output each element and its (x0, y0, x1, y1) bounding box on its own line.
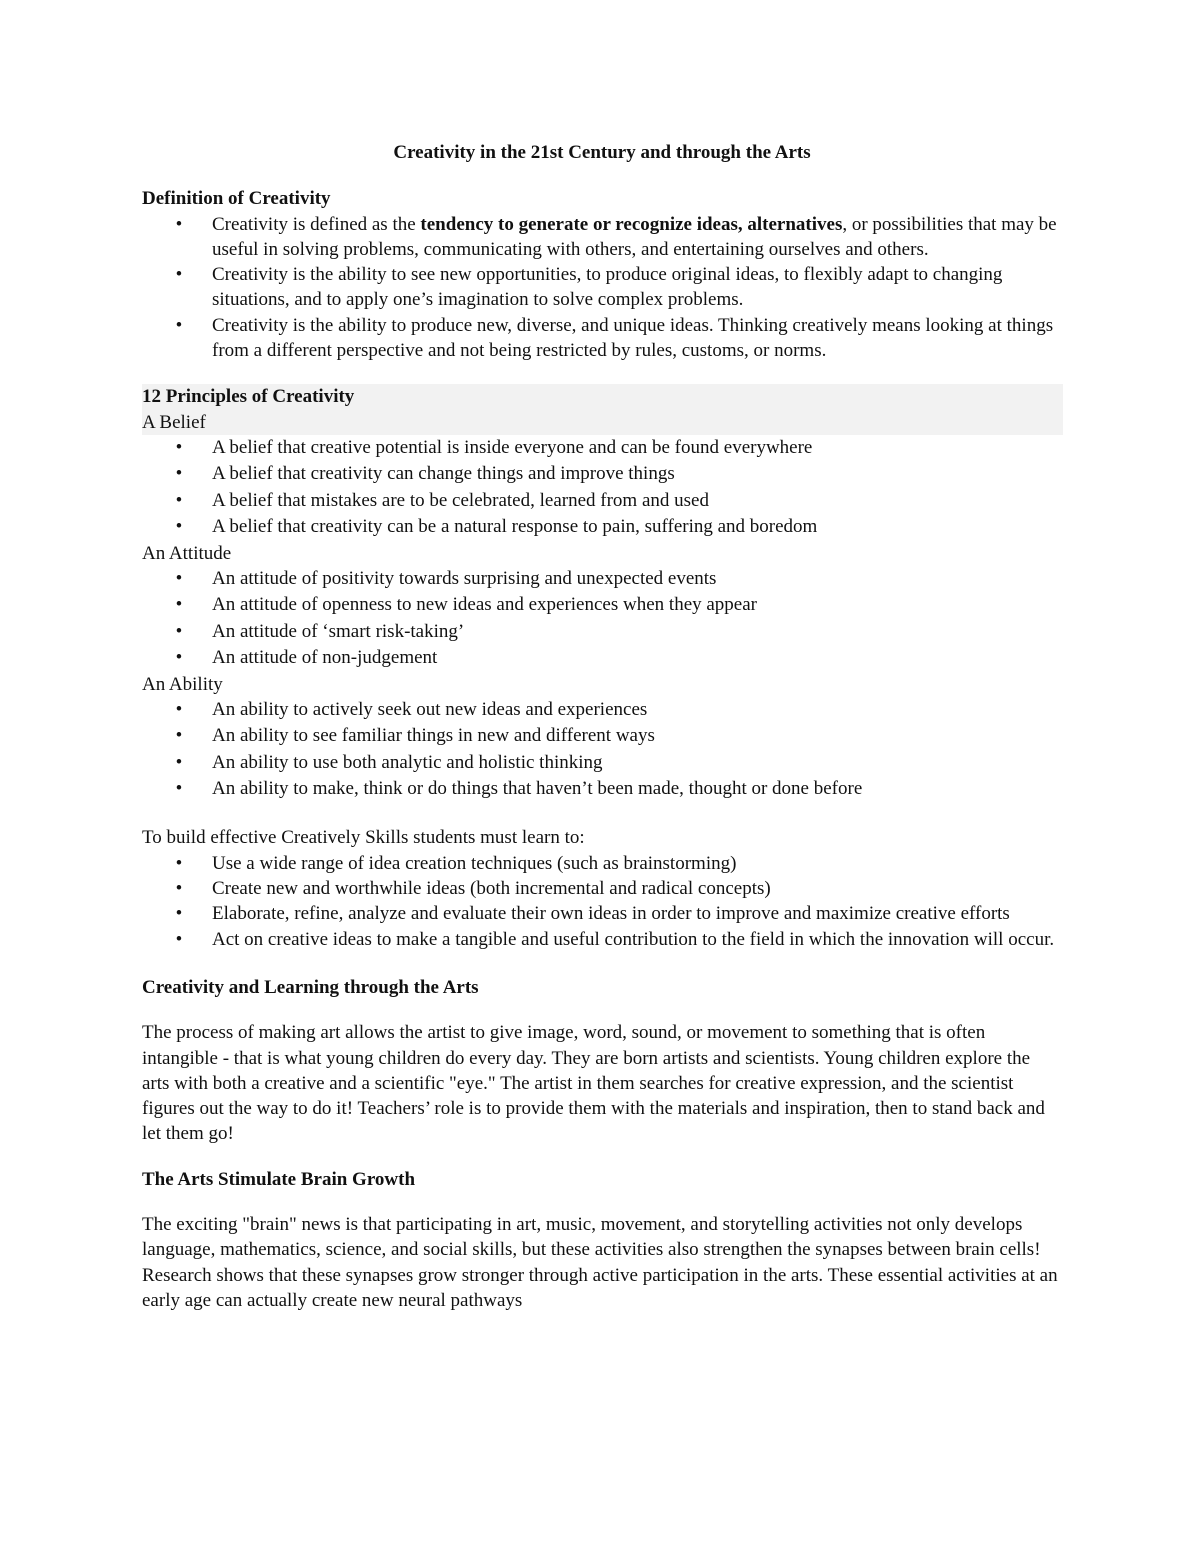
bullet-icon: • (175, 436, 183, 458)
list-item: • Use a wide range of idea creation techniques (such as brainstorming) (142, 851, 1062, 876)
bullet-icon: • (175, 489, 183, 511)
list-item: • A belief that creativity can change things and improve things (142, 461, 1062, 487)
bullet-icon: • (175, 213, 183, 235)
bullet-icon: • (175, 878, 183, 900)
list-item: • Creativity is the ability to produce new, diverse, and unique ideas. Thinking creatively means looking at things from a different perspective and not being restricted by rules, customs, or norms. (142, 313, 1062, 364)
brain-heading: The Arts Stimulate Brain Growth (142, 1168, 416, 1190)
list-item: • An attitude of non-judgement (142, 645, 1062, 671)
list-item: • A belief that creativity can be a natural response to pain, suffering and boredom (142, 514, 1062, 540)
bullet-icon: • (175, 567, 183, 589)
belief-label: A Belief (142, 411, 206, 433)
list-item: • An attitude of openness to new ideas and experiences when they appear (142, 592, 1062, 618)
list-item: • An attitude of ‘smart risk-taking’ (142, 619, 1062, 645)
bullet-icon: • (175, 516, 183, 538)
list-item: • Creativity is defined as the tendency to generate or recognize ideas, alternatives, or possibilities that may be useful in solving problems, communicating with others, and entertaining ourselves and others. (142, 212, 1062, 263)
skills-list (142, 851, 1062, 952)
list-item: • An attitude of positivity towards surprising and unexpected events (142, 566, 1062, 592)
bullet-icon: • (175, 778, 183, 800)
list-item: • Elaborate, refine, analyze and evaluate their own ideas in order to improve and maximize creative efforts (142, 901, 1062, 926)
list-item: • An ability to see familiar things in new and different ways (142, 723, 1062, 749)
principles-heading-block (142, 384, 1063, 435)
ability-list (142, 697, 1062, 803)
learning-paragraph: The process of making art allows the artist to give image, word, sound, or movement to something that is often intangible - that is what young children do every day. They are born artists and scientists. Young children explore the arts with both a creative and a scientific "eye." The artist in them searches for creative expression, and the scientist figures out the way to do it! Teachers’ role is to provide them with the materials and inspiration, then to stand back and let them go! (142, 1022, 1045, 1145)
principles-heading: 12 Principles of Creativity (142, 386, 355, 408)
bullet-icon: • (175, 264, 183, 286)
bold-phrase: tendency to generate or recognize ideas, alternatives (420, 213, 843, 235)
bullet-icon: • (175, 698, 183, 720)
skills-intro: To build effective Creatively Skills students must learn to: (142, 827, 585, 849)
attitude-list (142, 566, 1062, 672)
bullet-icon: • (175, 903, 183, 925)
bullet-icon: • (175, 647, 183, 669)
bullet-icon: • (175, 852, 183, 874)
list-item: • Create new and worthwhile ideas (both incremental and radical concepts) (142, 876, 1062, 901)
learning-heading: Creativity and Learning through the Arts (142, 976, 479, 998)
bullet-icon: • (175, 725, 183, 747)
list-item: • Act on creative ideas to make a tangible and useful contribution to the field in which the innovation will occur. (142, 927, 1062, 952)
brain-paragraph: The exciting "brain" news is that participating in art, music, movement, and storytelling activities not only develops language, mathematics, science, and social skills, but these activities also strengthen the synapses between brain cells! Research shows that these synapses grow stronger through active participation in the arts. These essential activities at an early age can actually create new neural pathways (142, 1214, 1058, 1311)
list-item: • An ability to actively seek out new ideas and experiences (142, 697, 1062, 723)
bullet-icon: • (175, 463, 183, 485)
attitude-label: An Attitude (142, 542, 232, 564)
definition-heading: Definition of Creativity (142, 188, 331, 210)
bullet-icon: • (175, 314, 183, 336)
list-item: • A belief that creative potential is inside everyone and can be found everywhere (142, 435, 1062, 461)
ability-label: An Ability (142, 673, 223, 695)
definition-list (142, 212, 1062, 364)
bullet-icon: • (175, 928, 183, 950)
document-title: Creativity in the 21st Century and through the Arts (393, 142, 811, 163)
list-item: • An ability to use both analytic and holistic thinking (142, 750, 1062, 776)
bullet-icon: • (175, 620, 183, 642)
bullet-icon: • (175, 751, 183, 773)
list-item: • A belief that mistakes are to be celebrated, learned from and used (142, 488, 1062, 514)
belief-list (142, 435, 1062, 541)
list-item: • Creativity is the ability to see new opportunities, to produce original ideas, to flexibly adapt to changing situations, and to apply one’s imagination to solve complex problems. (142, 262, 1062, 313)
list-item: • An ability to make, think or do things that haven’t been made, thought or done before (142, 776, 1062, 802)
bullet-icon: • (175, 594, 183, 616)
